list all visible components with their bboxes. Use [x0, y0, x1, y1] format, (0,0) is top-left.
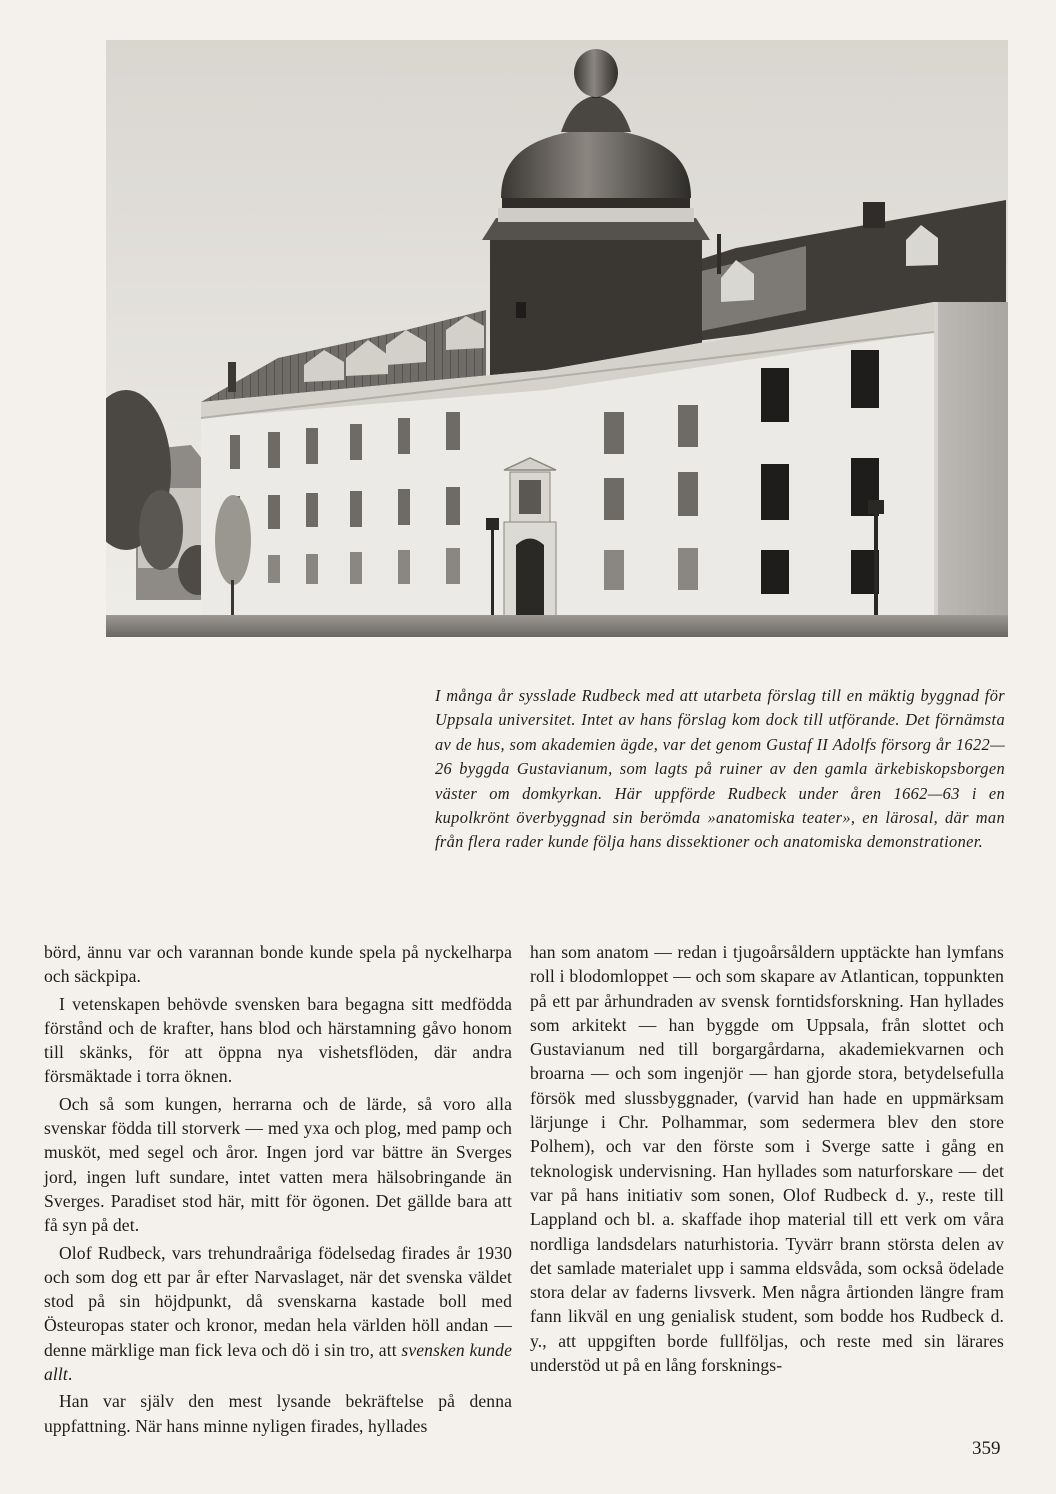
paragraph: Han var själv den mest lysande bekräftelse på denna uppfattning. När hans minne nyligen firades, hyllades — [44, 1391, 512, 1436]
figure-caption — [435, 684, 1005, 855]
page-number: 359 — [972, 1438, 1001, 1459]
paragraph: börd, ännu var och varannan bonde kunde spela på nyckelharpa och säckpipa. — [44, 942, 512, 987]
paragraph-text: Olof Rudbeck, vars trehundraåriga födelsedag firades år 1930 och som dog ett par år efter Narvaslaget, när det svenska väldet stod på sin höjdpunkt, då svenskarna kastade boll med Östeuropas stater och kronor, medan hela världen höll andan — denne märklige man fick leva och dö i sin tro, att — [44, 1242, 512, 1360]
right-column — [530, 940, 1004, 1380]
gustavianum-photo — [106, 40, 1008, 637]
left-column — [44, 940, 512, 1441]
emphasis: svensken kunde allt — [44, 1339, 512, 1385]
caption-text: I många år sysslade Rudbeck med att utarbeta förslag till en mäktig byggnad för Uppsala universitet. Intet av hans förslag kom dock till utförande. Det förnämsta av de hus, som akademien ägde, var det genom Gustaf II Adolfs försorg år 1622—26 byggda Gustavianum, som lagts på ruiner av den gamla ärkebiskopsborgen väster om domkyrkan. Här uppförde Rudbeck under åren 1662—63 i en kupolkrönt överbyggnad sin berömda »anatomiska teater», en lärosal, där man från flera rader kunde följa hans dissektioner och anatomiska demonstrationer. — [435, 686, 1005, 852]
paragraph: Och så som kungen, herrarna och de lärde, så voro alla svenskar födda till storverk — med yxa och plog, med pamp och musköt, med segel och åror. Ingen jord var bättre än Sverges jord, ingen luft sundare, intet vatten mera hälsobringande än Sverges. Paradiset stod här, mitt för ögonen. Det gällde bara att få syn på det. — [44, 1093, 512, 1236]
paragraph — [44, 1241, 512, 1387]
paragraph: I vetenskapen behövde svensken bara begagna sitt medfödda förstånd och de krafter, hans blod och härstamning gåvo honom till skänks, för att öppna nya vishetsflöden, där andra försmäktade i torra öknen. — [44, 993, 512, 1087]
paragraph: han som anatom — redan i tjugoårsåldern upptäckte han lymfans roll i blodomloppet — och som skapare av Atlantican, toppunkten på ett par århundraden av svensk forntidsforskning. Han hyllades som arkitekt — han byggde om Uppsala, från slottet och Gustavianum ned till borgargårdarna, akademiekvarnen och broarna — och som ingenjör — han gjorde stora, betydelsefulla försök med slussbyggnader, (varvid han hade en uppmärksam lärjunge i Chr. Polhammar, som sedermera blev den store Polhem), och var den förste som i Sverge satte i gång en teknologisk undervisning. Han hyllades som naturforskare — det var på hans initiativ som sonen, Olof Rudbeck d. y., reste till Lappland och bl. a. skaffade ihop material till ett verk om våra nordliga landsdelars naturhistoria. Tyvärr brann största delen av det samlade materialet upp i samma eldsvåda, som också ödelade stora delar av faderns livsverk. Men några årtionden längre fram fann likväl en ung genialisk student, som bodde hos Rudbeck d. y., att uppgiften borde fullföljas, och reste med sin lärares understöd ut på en lång forsknings- — [530, 942, 1004, 1376]
paragraph-end: . — [67, 1364, 73, 1385]
